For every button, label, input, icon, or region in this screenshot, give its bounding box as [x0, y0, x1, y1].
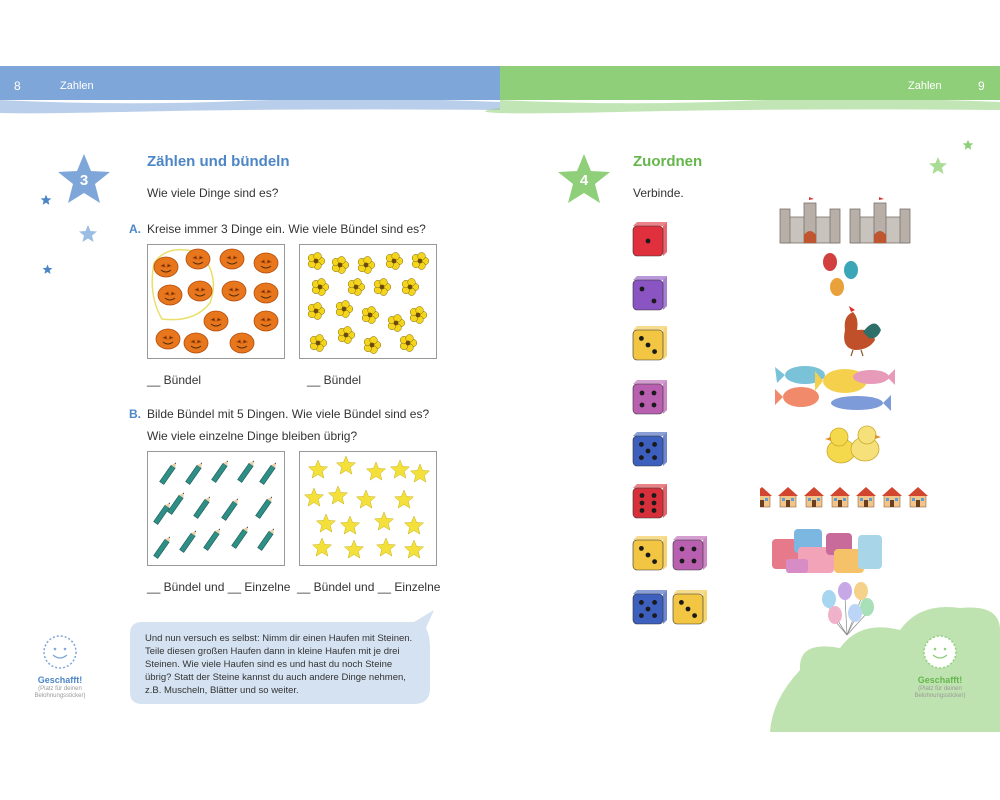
pumpkin-icon	[156, 329, 180, 349]
pencil-box	[147, 451, 285, 566]
dice-column	[625, 220, 725, 630]
castle-icon	[780, 197, 910, 243]
star-icon	[928, 156, 948, 176]
bag-icon	[772, 529, 882, 573]
dice-icon	[633, 326, 667, 360]
chick-icon	[825, 426, 881, 463]
dice-icon	[633, 276, 667, 310]
task-b-text-1: Bilde Bündel mit 5 Dingen. Wie viele Bündel sind es?	[147, 407, 430, 421]
task-number-3: 3	[79, 172, 89, 189]
flower-icon	[348, 278, 365, 295]
pumpkin-box	[147, 244, 285, 359]
pencil-icon	[258, 527, 276, 550]
star-icon	[42, 264, 53, 275]
task-b-letter: B.	[129, 407, 141, 421]
egg-icon	[823, 253, 858, 296]
star-icon	[317, 514, 336, 532]
dice-icon	[633, 222, 667, 256]
star-icon	[337, 456, 356, 474]
pencil-icon	[238, 459, 256, 482]
dice-icon	[633, 484, 667, 518]
pumpkin-icon	[254, 311, 278, 331]
rooster-icon	[844, 306, 881, 356]
flower-icon	[308, 302, 325, 319]
dice-icon	[633, 536, 667, 570]
done-label-left: Geschafft!	[37, 675, 83, 685]
done-sub-right-2: Belohnungssticker)	[914, 693, 966, 699]
house-icon	[804, 487, 824, 507]
pencil-icon	[222, 497, 240, 520]
flower-icon	[312, 278, 329, 295]
flower-icon	[336, 300, 353, 317]
house-icon	[760, 487, 772, 507]
star-box	[299, 451, 437, 566]
page-number-left: 8	[14, 79, 21, 93]
house-icon	[830, 487, 850, 507]
pumpkin-icon	[220, 249, 244, 269]
pumpkin-icon	[222, 281, 246, 301]
pumpkin-icon	[254, 283, 278, 303]
task-number-4: 4	[579, 172, 589, 189]
flower-icon	[400, 334, 417, 351]
flower-icon	[338, 326, 355, 343]
flower-icon	[362, 306, 379, 323]
pencil-icon	[232, 525, 250, 548]
star-icon	[313, 538, 332, 556]
flower-icon	[364, 336, 381, 353]
header-title-left: Zahlen	[60, 80, 94, 92]
section-title-match: Zuordnen	[633, 153, 703, 170]
page-number-right: 9	[978, 79, 985, 93]
star-icon	[962, 139, 974, 151]
star-icon	[357, 490, 376, 508]
star-icon	[40, 194, 52, 206]
smiley-sticker-icon	[922, 634, 958, 670]
cloud-decoration	[770, 600, 1000, 732]
dice-icon	[673, 590, 707, 624]
house-icon	[778, 487, 798, 507]
pumpkin-icon	[184, 333, 208, 353]
brush-stroke-divider	[0, 96, 1000, 116]
pencil-icon	[186, 461, 204, 484]
pencil-icon	[168, 491, 186, 514]
answer-b1: __ Bündel und __ Einzelne	[147, 580, 291, 594]
house-icon	[856, 487, 876, 507]
pencil-icon	[256, 495, 274, 518]
task-a-text: Kreise immer 3 Dinge ein. Wie viele Bündel sind es?	[147, 222, 426, 236]
dice-icon	[673, 536, 707, 570]
speech-line: Und nun versuch es selbst: Nimm dir einen Haufen mit Steinen.	[145, 633, 413, 644]
pencil-icon	[204, 527, 222, 550]
header-title-right: Zahlen	[908, 80, 942, 92]
speech-line: Teile diesen großen Haufen dann in kleine Haufen mit je drei	[145, 646, 400, 657]
star-icon	[329, 486, 348, 504]
flower-icon	[358, 256, 375, 273]
answer-a2: __ Bündel	[307, 373, 362, 387]
pencil-icon	[260, 461, 278, 484]
speech-line: übrig? Statt der Steine kannst du auch andere Dinge nehmen,	[145, 672, 406, 683]
star-icon	[78, 224, 98, 244]
done-label-right: Geschafft!	[917, 675, 963, 685]
dice-icon	[633, 590, 667, 624]
star-illustration	[300, 452, 436, 565]
flower-icon	[410, 306, 427, 323]
speech-text	[145, 632, 425, 697]
section-intro-right: Verbinde.	[633, 186, 684, 200]
flower-icon	[386, 252, 403, 269]
star-icon	[375, 512, 394, 530]
answer-b2: __ Bündel und __ Einzelne	[297, 580, 441, 594]
fish-icon	[775, 366, 895, 411]
pumpkin-icon	[158, 285, 182, 305]
answer-a1: __ Bündel	[147, 373, 202, 387]
star-icon	[367, 462, 386, 480]
flower-box	[299, 244, 437, 359]
done-sub-right-1: (Platz für deinen	[918, 686, 962, 692]
pumpkin-icon	[230, 333, 254, 353]
task-a-letter: A.	[129, 222, 141, 236]
dice-icon	[633, 380, 667, 414]
flower-icon	[332, 256, 349, 273]
star-icon	[377, 538, 396, 556]
star-icon	[405, 516, 424, 534]
star-icon	[411, 464, 430, 482]
pencil-icon	[154, 535, 172, 558]
flower-icon	[310, 334, 327, 351]
star-icon	[309, 460, 328, 478]
flower-icon	[374, 278, 391, 295]
pencil-icon	[212, 459, 230, 482]
flower-illustration	[300, 245, 436, 358]
smiley-sticker-icon	[42, 634, 78, 670]
pencil-icon	[160, 461, 178, 484]
section-intro: Wie viele Dinge sind es?	[147, 186, 279, 200]
flower-icon	[308, 252, 325, 269]
flower-icon	[412, 252, 429, 269]
pumpkin-icon	[204, 311, 228, 331]
task-b-text-2: Wie viele einzelne Dinge bleiben übrig?	[147, 429, 358, 443]
section-title-counting: Zählen und bündeln	[147, 153, 290, 170]
pencil-icon	[194, 495, 212, 518]
pumpkin-icon	[154, 257, 178, 277]
speech-line: Steinen. Wie viele Haufen sind es und hast du noch Steine	[145, 659, 393, 670]
pumpkin-illustration	[148, 245, 284, 358]
house-icon	[882, 487, 902, 507]
dice-icon	[633, 432, 667, 466]
star-icon	[305, 488, 324, 506]
flower-icon	[388, 314, 405, 331]
picture-column	[760, 195, 960, 645]
pumpkin-icon	[186, 249, 210, 269]
star-icon	[345, 540, 364, 558]
house-icon	[908, 487, 928, 507]
pencil-illustration	[148, 452, 284, 565]
flower-icon	[402, 278, 419, 295]
pencil-icon	[180, 529, 198, 552]
star-icon	[341, 516, 360, 534]
star-icon	[395, 490, 414, 508]
house-icon	[760, 487, 928, 507]
done-sub-left-2: Belohnungssticker)	[34, 693, 86, 699]
pumpkin-icon	[254, 253, 278, 273]
star-icon	[391, 460, 410, 478]
pumpkin-icon	[188, 281, 212, 301]
speech-line: z.B. Muscheln, Blätter und so weiter.	[145, 685, 299, 696]
star-icon	[405, 540, 424, 558]
done-sub-left-1: (Platz für deinen	[38, 686, 82, 692]
